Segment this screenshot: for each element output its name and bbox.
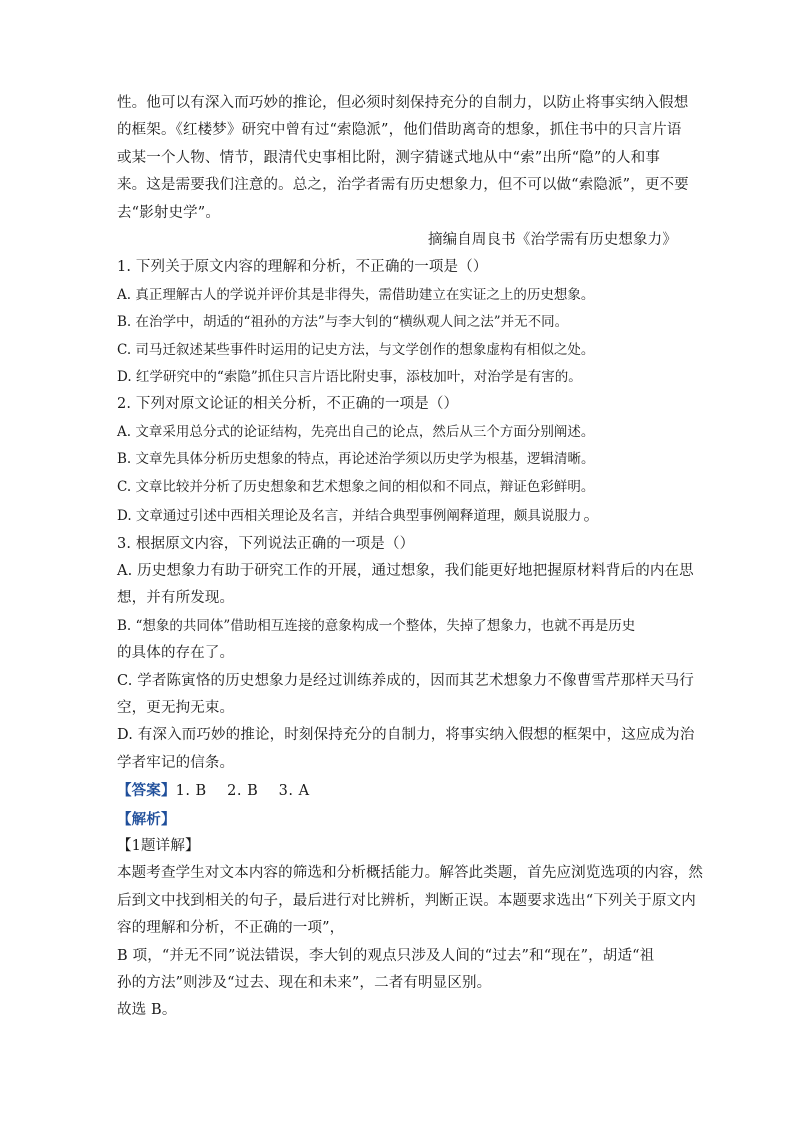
option-a: A. 真正理解古人的学说并评价其是非得失，需借助建立在实证之上的历史想象。: [117, 286, 595, 303]
option-line: 空，更无拘无束。: [117, 699, 235, 716]
option-line: 的具体的存在了。: [117, 645, 235, 662]
question-stem: 1. 下列关于原文内容的理解和分析，不正确的一项是（）: [117, 259, 488, 276]
detail-line: B 项，“并无不同”说法错误，李大钊的观点只涉及人间的“过去”和“现在”，胡适“祖: [117, 947, 655, 964]
question-3: [117, 531, 695, 778]
option-line: B. “想象的共同体”借助相互连接的意象构成一个整体，失掉了想象力，也就不再是历史: [117, 617, 636, 634]
option-d: D. 文章通过引述中西相关理论及名言，并结合典型事例阐释道理，颇具说服力: [117, 508, 582, 525]
option-d-line: [117, 501, 677, 530]
answer-row: [117, 777, 677, 805]
passage: [117, 90, 689, 227]
option-b: B. 在治学中，胡适的“祖孙的方法”与李大钊的“横纵观人间之法”并无不同。: [117, 314, 569, 331]
detail-heading: 【1题详解】: [117, 837, 200, 854]
option-line: D. 有深入而巧妙的推论，时刻保持充分的自制力，将事实纳入假想的框架中，这应成为治: [117, 727, 695, 744]
option-c: C. 文章比较并分析了历史想象和艺术想象之间的相似和不同点，辩证色彩鲜明。: [117, 478, 595, 495]
passage-line: 的框架。《红楼梦》研究中曾有过“索隐派”，他们借助离奇的想象，抓住书中的只言片语: [117, 122, 682, 139]
detail-line: 故选 B。: [117, 1002, 177, 1019]
detail-line: 本题考查学生对文本内容的筛选和分析概括能力。解答此类题，首先应浏览选项的内容，然: [117, 865, 703, 882]
question-1: [117, 254, 677, 391]
question-stem: 3. 根据原文内容，下列说法正确的一项是（）: [117, 535, 415, 552]
option-c: C. 司马迁叙述某些事件时运用的记史方法，与文学创作的想象虚构有相似之处。: [117, 341, 595, 358]
detail-line: 孙的方法”则涉及“过去、现在和未来”，二者有明显区别。: [117, 975, 492, 991]
option-line: 学者牢记的信条。: [117, 754, 235, 771]
option-a: A. 文章采用总分式的论证结构，先亮出自己的论点，然后从三个方面分别阐述。: [117, 423, 595, 440]
passage-line: 来。这是需要我们注意的。总之，治学者需有历史想象力，但不可以做“索隐派”，更不要: [117, 177, 689, 194]
option-d: D. 红学研究中的“索隐”抓住只言片语比附史事，添枝加叶，对治学是有害的。: [117, 369, 582, 386]
question-stem: 2. 下列对原文论证的相关分析，不正确的一项是（）: [117, 396, 459, 413]
passage-line: 性。他可以有深入而巧妙的推论，但必须时刻保持充分的自制力，以防止将事实纳入假想: [117, 95, 689, 111]
document-page: [117, 90, 703, 1025]
source-citation: 摘编自周良书《治学需有历史想象力》: [427, 232, 677, 249]
answer-values: 1. B 2. B 3. A: [175, 783, 310, 800]
question-1-detail: [117, 833, 703, 1025]
option-line: 想，并有所发现。: [117, 590, 235, 607]
detail-line: 后到文中找到相关的句子，最后进行对比辨析，判断正误。本题要求选出“下列关于原文内: [117, 892, 696, 909]
passage-line: 去“影射史学”。: [117, 204, 221, 221]
passage-line: 或某一个人物、情节，跟清代史事相比附，测字猜谜式地从中“索”出所“隐”的人和事: [117, 149, 660, 166]
trailing-period: 。: [583, 505, 600, 525]
analysis-label: 【解析】: [117, 810, 176, 828]
option-line: A. 历史想象力有助于研究工作的开展，通过想象，我们能更好地把握原材料背后的内在思: [117, 562, 694, 579]
detail-line: 容的理解和分析，不正确的一项”，: [117, 920, 345, 937]
option-b: B. 文章先具体分析历史想象的特点，再论述治学须以历史学为根基，逻辑清晰。: [117, 451, 595, 468]
answer-label: 【答案】: [117, 782, 176, 800]
option-line: C. 学者陈寅恪的历史想象力是经过训练养成的，因而其艺术想象力不像曹雪芹那样天马行: [117, 672, 694, 689]
question-2: [117, 391, 677, 530]
